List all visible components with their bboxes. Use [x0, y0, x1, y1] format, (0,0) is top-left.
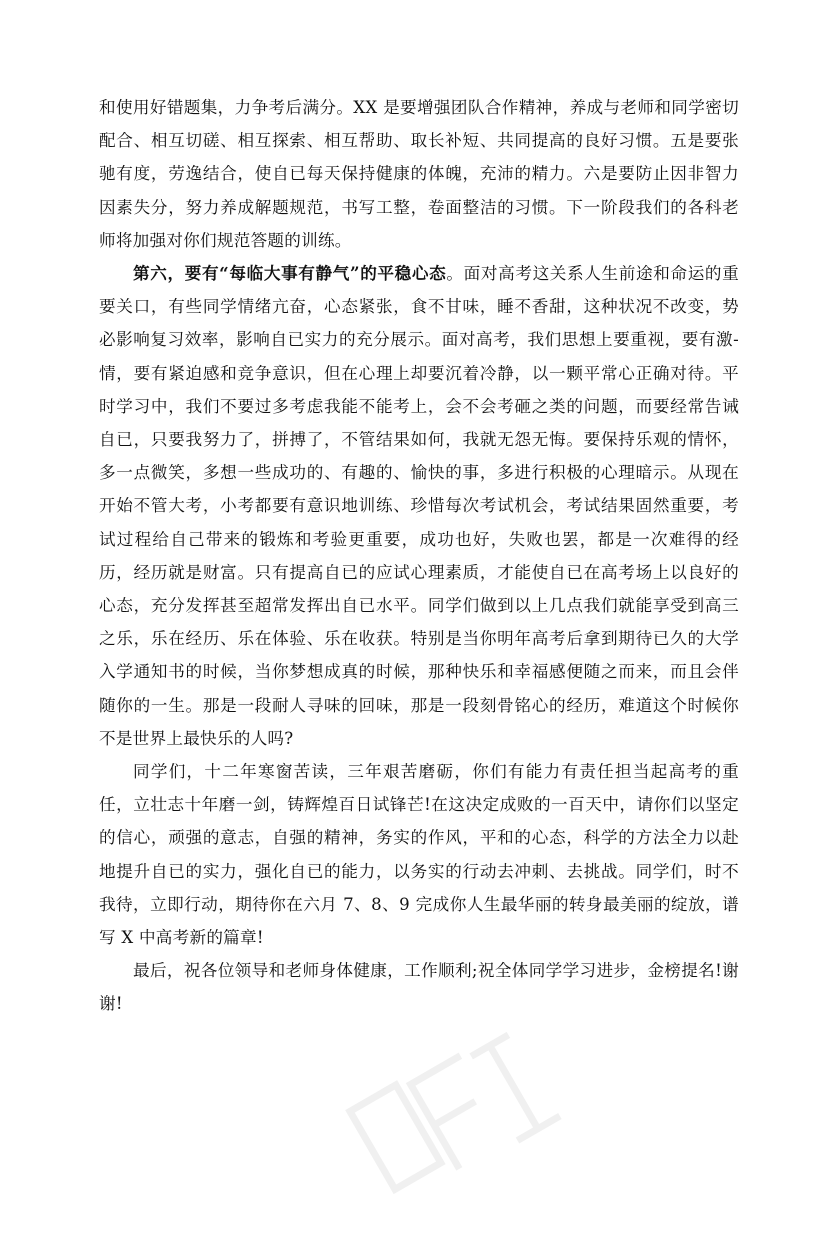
watermark-icon	[301, 991, 589, 1249]
paragraph-continuation: 和使用好错题集，力争考后满分。XX 是要增强团队合作精神，养成与老师和同学密切配合、相互切磋、相互探索、相互帮助、取长补短、共同提高的良好习惯。五是要张驰有度，劳逸结合，使自已每天保持健康的体魄，充沛的精力。六是要防止因非智力因素失分，努力养成解题规范，书写工整，卷面整洁的习惯。下一阶段我们的各科老师将加强对你们规范答题的训练。	[99, 98, 739, 250]
paragraph-section-six	[99, 257, 739, 755]
section-six-heading: 第六，要有“每临大事有静气”的平稳心态	[133, 263, 447, 284]
paragraph-closing: 最后，祝各位领导和老师身体健康，工作顺利;祝全体同学学习进步，金榜提名!谢谢!	[99, 961, 739, 1014]
paragraph-encouragement: 同学们，十二年寒窗苦读，三年艰苦磨砺，你们有能力有责任担当起高考的重任，立壮志十年磨一剑，铸辉煌百日试锋芒!在这决定成败的一百天中，请你们以坚定的信心，顽强的意志，自强的精神，务实的作风，平和的心态，科学的方法全力以赴地提升自已的实力，强化自已的能力，以务实的行动去冲刺、去挑战。同学们，时不我待，立即行动，期待你在六月 7、8、9 完成你人生最华丽的转身最美丽的绽放，谱写 X 中高考新的篇章!	[99, 762, 739, 948]
section-six-text: 。面对高考这关系人生前途和命运的重要关口，有些同学情绪亢奋，心态紧张，食不甘味，睡不香甜，这种状况不改变，势必影响复习效率，影响自已实力的充分展示。面对高考，我们思想上要重视，要有激-情，要有紧迫感和竞争意识，但在心理上却要沉着冷静，以一颗平常心正确对待。平时学习中，我们不要过多考虑我能不能考上，会不会考砸之类的问题，而要经常告诫自已，只要我努力了，拼搏了，不管结果如何，我就无怨无悔。要保持乐观的情怀，多一点微笑，多想一些成功的、有趣的、愉快的事，多进行积极的心理暗示。从现在开始不管大考，小考都要有意识地训练、珍惜每次考试机会，考试结果固然重要，考试过程给自己带来的锻炼和考验更重要，成功也好，失败也罢，都是一次难得的经历，经历就是财富。只有提高自已的应试心理素质，才能使自已在高考场上以良好的心态，充分发挥甚至超常发挥出自已水平。同学们做到以上几点我们就能享受到高三之乐，乐在经历、乐在体验、乐在收获。特别是当你明年高考后拿到期待已久的大学入学通知书的时候，当你梦想成真的时候，那种快乐和幸福感便随之而来，而且会伴随你的一生。那是一段耐人寻味的回味，那是一段刻骨铭心的经历，难道这个时候你不是世界上最快乐的人吗?	[99, 264, 740, 748]
document-body	[99, 91, 739, 1021]
